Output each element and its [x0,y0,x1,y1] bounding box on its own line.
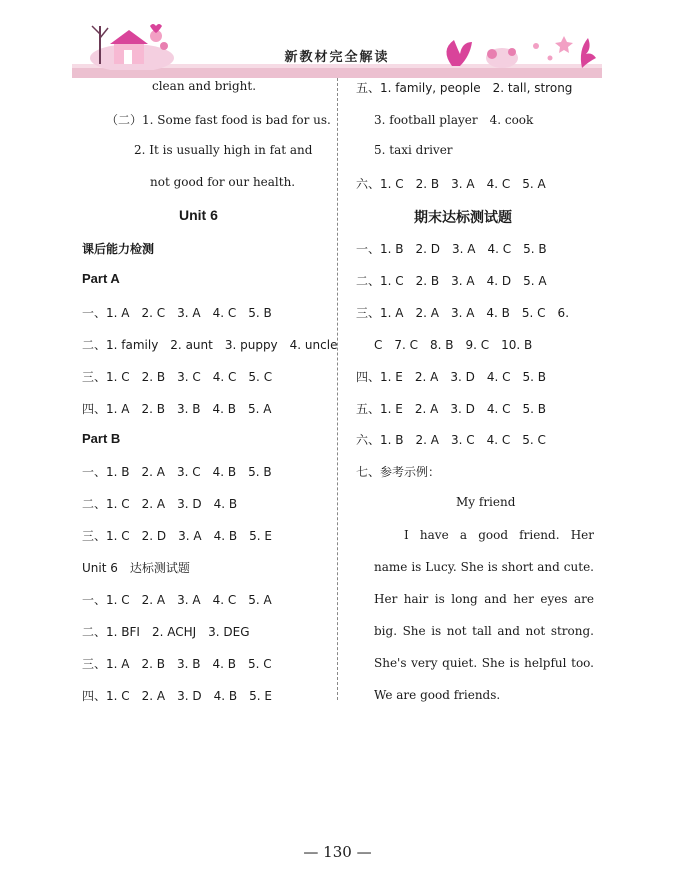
answer-row: 六、1. C 2. B 3. A 4. C 5. A [356,177,546,191]
flower-decoration-icon [432,28,602,70]
unit-title: Unit 6 [179,207,218,223]
answer-line: not good for our health. [150,175,296,189]
answer-row: 四、1. C 2. A 3. D 4. B 5. E [82,689,272,703]
answer-row: 二、1. C 2. A 3. D 4. B [82,497,238,511]
answer-row: 3. football player 4. cook [374,113,534,127]
part-a-label: Part A [82,271,120,286]
test-title: Unit 6 达标测试题 [82,561,190,575]
header-title: 新教材完全解读 [284,50,390,65]
essay-title: My friend [456,495,516,509]
answer-row: 三、1. A 2. B 3. B 4. B 5. C [82,657,272,671]
answer-line: （二）1. Some fast food is bad for us. [106,113,331,127]
answer-row: 三、1. A 2. A 3. A 4. B 5. C 6. [356,306,570,320]
answer-row: 三、1. C 2. D 3. A 4. B 5. E [82,529,272,543]
part-b-label: Part B [82,431,121,446]
answer-row: 四、1. A 2. B 3. B 4. B 5. A [82,402,272,416]
sample-label: 七、参考示例： [356,465,441,479]
answer-row: 一、1. C 2. A 3. A 4. C 5. A [82,593,272,607]
house-tree-illustration-icon [72,20,192,70]
answer-row: 一、1. B 2. A 3. C 4. B 5. B [82,465,272,479]
answer-row: 五、1. E 2. A 3. D 4. C 5. B [356,402,546,416]
essay-paragraph: I have a good friend. Her name is Lucy. She is short and cute. Her hair is long and her eyes are big. She is not tall and not strong. She's very quiet. She is helpful too. We are good friends. [374,528,594,702]
page-header [72,20,602,78]
answer-row: 二、1. C 2. B 3. A 4. D 5. A [356,274,547,288]
answer-line: 2. It is usually high in fat and [134,143,313,157]
answer-row: 一、1. A 2. C 3. A 4. C 5. B [82,306,272,320]
answer-row: 四、1. E 2. A 3. D 4. C 5. B [356,370,546,384]
answer-row: 六、1. B 2. A 3. C 4. C 5. C [356,433,546,447]
answer-row: 二、1. BFI 2. ACHJ 3. DEG [82,625,250,639]
column-divider [337,78,338,700]
answer-row: 三、1. C 2. B 3. C 4. C 5. C [82,370,273,384]
answer-row: 五、1. family, people 2. tall, strong [356,81,573,95]
answer-row: C 7. C 8. B 9. C 10. B [374,338,533,352]
final-exam-title: 期末达标测试题 [414,210,512,226]
page-number: — 130 — [303,843,372,861]
answer-row: 二、1. family 2. aunt 3. puppy 4. uncle [82,338,338,352]
section-subtitle: 课后能力检测 [82,242,155,256]
answer-line: clean and bright. [152,79,257,93]
answer-row: 5. taxi driver [374,143,453,157]
answer-row: 一、1. B 2. D 3. A 4. C 5. B [356,242,547,256]
